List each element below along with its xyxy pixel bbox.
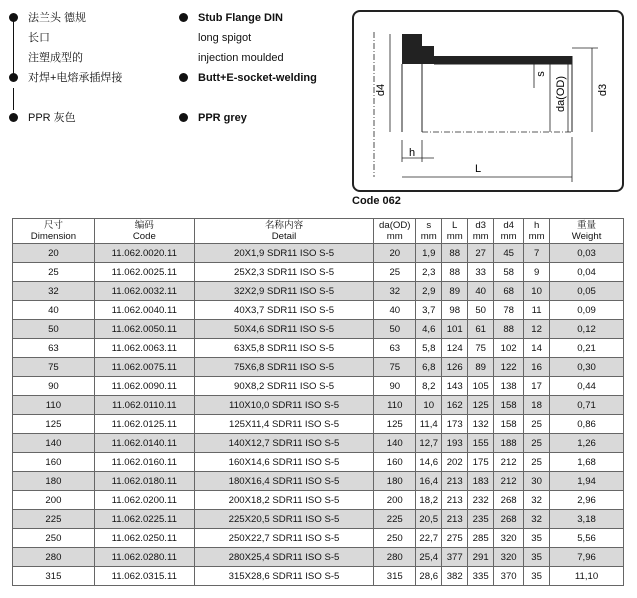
table-cell: 183 (468, 472, 494, 491)
table-cell: 180X16,4 SDR11 ISO S-5 (194, 472, 374, 491)
table-cell: 20 (13, 244, 95, 263)
column-header (442, 219, 468, 244)
table-row (13, 263, 624, 282)
table-cell: 88 (442, 263, 468, 282)
table-cell: 3,18 (550, 510, 624, 529)
dim-label-da: da(OD) (555, 75, 567, 113)
table-cell: 11.062.0025.11 (94, 263, 194, 282)
table-row (13, 472, 624, 491)
cn-label-row (14, 68, 184, 88)
en-label-text: Stub Flange DIN (198, 12, 283, 24)
table-cell: 20 (374, 244, 416, 263)
table-cell: 63 (13, 339, 95, 358)
table-cell: 173 (442, 415, 468, 434)
table-cell: 180 (374, 472, 416, 491)
column-header (524, 219, 550, 244)
table-cell: 11.062.0020.11 (94, 244, 194, 263)
table-cell: 25X2,3 SDR11 ISO S-5 (194, 263, 374, 282)
table-cell: 2,9 (416, 282, 442, 301)
table-cell: 10 (524, 282, 550, 301)
table-cell: 213 (442, 472, 468, 491)
en-label-text: PPR grey (198, 112, 247, 124)
cn-label-text: PPR 灰色 (28, 112, 76, 124)
bullet-dot-icon (9, 113, 18, 122)
table-row (13, 491, 624, 510)
table-cell: 140X12,7 SDR11 ISO S-5 (194, 434, 374, 453)
table-cell: 63 (374, 339, 416, 358)
table-cell: 40X3,7 SDR11 ISO S-5 (194, 301, 374, 320)
table-cell: 250 (13, 529, 95, 548)
column-header-top: 编码 (134, 220, 154, 231)
table-cell: 155 (468, 434, 494, 453)
table-cell: 315 (374, 567, 416, 586)
table-cell: 9 (524, 263, 550, 282)
table-cell: 1,68 (550, 453, 624, 472)
table-cell: 125 (13, 415, 95, 434)
table-row (13, 377, 624, 396)
table-cell: 213 (442, 491, 468, 510)
column-header-top: da(OD) (379, 220, 411, 231)
table-cell: 75 (374, 358, 416, 377)
table-cell: 280X25,4 SDR11 ISO S-5 (194, 548, 374, 567)
table-cell: 320 (494, 548, 524, 567)
column-header (416, 219, 442, 244)
table-cell: 11,4 (416, 415, 442, 434)
cn-label-row (14, 28, 184, 48)
table-cell: 1,26 (550, 434, 624, 453)
table-row (13, 301, 624, 320)
column-header-top: s (426, 220, 432, 231)
en-label-row (184, 88, 354, 108)
table-cell: 102 (494, 339, 524, 358)
table-cell: 180 (13, 472, 95, 491)
table-cell: 200X18,2 SDR11 ISO S-5 (194, 491, 374, 510)
table-cell: 250 (374, 529, 416, 548)
table-cell: 110X10,0 SDR11 ISO S-5 (194, 396, 374, 415)
table-cell: 30 (524, 472, 550, 491)
table-cell: 0,86 (550, 415, 624, 434)
table-cell: 232 (468, 491, 494, 510)
table-row (13, 244, 624, 263)
table-cell: 0,30 (550, 358, 624, 377)
dim-label-s: s (535, 71, 547, 77)
table-cell: 14,6 (416, 453, 442, 472)
table-cell: 35 (524, 567, 550, 586)
column-header-bottom: mm (446, 231, 463, 242)
table-cell: 225 (374, 510, 416, 529)
table-cell: 335 (468, 567, 494, 586)
table-cell: 40 (374, 301, 416, 320)
table-cell: 125 (468, 396, 494, 415)
table-cell: 320 (494, 529, 524, 548)
table-cell: 11.062.0250.11 (94, 529, 194, 548)
table-cell: 8,2 (416, 377, 442, 396)
table-cell: 0,21 (550, 339, 624, 358)
table-cell: 235 (468, 510, 494, 529)
table-cell: 0,04 (550, 263, 624, 282)
table-cell: 88 (442, 244, 468, 263)
table-cell: 3,7 (416, 301, 442, 320)
table-cell: 50 (13, 320, 95, 339)
table-cell: 7,96 (550, 548, 624, 567)
table-cell: 25 (13, 263, 95, 282)
table-cell: 11.062.0200.11 (94, 491, 194, 510)
table-cell: 188 (494, 434, 524, 453)
bullet-dot-icon (179, 73, 188, 82)
table-cell: 20X1,9 SDR11 ISO S-5 (194, 244, 374, 263)
column-header (494, 219, 524, 244)
en-label-text: injection moulded (198, 52, 284, 64)
en-label-row (184, 108, 354, 128)
table-cell: 11,10 (550, 567, 624, 586)
table-cell: 98 (442, 301, 468, 320)
table-cell: 0,44 (550, 377, 624, 396)
table-cell: 25 (524, 415, 550, 434)
column-header-bottom: mm (386, 231, 403, 242)
table-cell: 32 (524, 510, 550, 529)
cn-label-text: 长口 (28, 32, 50, 44)
table-row (13, 529, 624, 548)
table-row (13, 320, 624, 339)
column-header-bottom: Code (132, 231, 156, 242)
table-cell: 4,6 (416, 320, 442, 339)
table-cell: 11.062.0225.11 (94, 510, 194, 529)
table-cell: 213 (442, 510, 468, 529)
table-cell: 175 (468, 453, 494, 472)
table-cell: 10 (416, 396, 442, 415)
table-cell: 89 (468, 358, 494, 377)
table-cell: 105 (468, 377, 494, 396)
table-cell: 11.062.0032.11 (94, 282, 194, 301)
dim-label-h: h (408, 147, 416, 159)
table-cell: 124 (442, 339, 468, 358)
table-cell: 18 (524, 396, 550, 415)
table-cell: 17 (524, 377, 550, 396)
table-cell: 2,3 (416, 263, 442, 282)
table-cell: 5,56 (550, 529, 624, 548)
cn-label-row (14, 108, 184, 128)
column-header-bottom: mm (528, 231, 545, 242)
table-cell: 0,05 (550, 282, 624, 301)
en-label-row (184, 28, 354, 48)
column-header (194, 219, 374, 244)
table-cell: 11.062.0125.11 (94, 415, 194, 434)
table-cell: 110 (374, 396, 416, 415)
table-cell: 50X4,6 SDR11 ISO S-5 (194, 320, 374, 339)
dim-label-d3: d3 (597, 83, 609, 97)
table-cell: 370 (494, 567, 524, 586)
table-cell: 32 (374, 282, 416, 301)
table-cell: 75 (468, 339, 494, 358)
table-cell: 61 (468, 320, 494, 339)
table-cell: 40 (468, 282, 494, 301)
table-cell: 138 (494, 377, 524, 396)
table-cell: 11.062.0050.11 (94, 320, 194, 339)
table-cell: 11.062.0090.11 (94, 377, 194, 396)
table-cell: 88 (494, 320, 524, 339)
table-cell: 5,8 (416, 339, 442, 358)
cn-label-text: 注塑成型的 (28, 52, 83, 64)
column-header (94, 219, 194, 244)
table-cell: 14 (524, 339, 550, 358)
column-header-top: d3 (475, 220, 487, 231)
table-cell: 140 (13, 434, 95, 453)
table-cell: 28,6 (416, 567, 442, 586)
cn-label-text: 对焊+电熔承插焊接 (28, 72, 123, 84)
table-cell: 280 (374, 548, 416, 567)
table-cell: 25 (524, 453, 550, 472)
bullet-dot-icon (179, 113, 188, 122)
table-cell: 11 (524, 301, 550, 320)
table-cell: 377 (442, 548, 468, 567)
table-cell: 101 (442, 320, 468, 339)
table-cell: 202 (442, 453, 468, 472)
table-cell: 140 (374, 434, 416, 453)
column-header-top: L (452, 220, 458, 231)
table-cell: 11.062.0180.11 (94, 472, 194, 491)
table-row (13, 396, 624, 415)
column-header-bottom: mm (420, 231, 437, 242)
table-cell: 35 (524, 529, 550, 548)
table-cell: 126 (442, 358, 468, 377)
table-cell: 193 (442, 434, 468, 453)
table-cell: 18,2 (416, 491, 442, 510)
column-header (374, 219, 416, 244)
table-cell: 1,9 (416, 244, 442, 263)
table-row (13, 453, 624, 472)
table-row (13, 434, 624, 453)
table-row (13, 282, 624, 301)
table-cell: 125 (374, 415, 416, 434)
column-header-bottom: Detail (271, 231, 297, 242)
table-cell: 11.062.0160.11 (94, 453, 194, 472)
table-cell: 11.062.0075.11 (94, 358, 194, 377)
column-header (13, 219, 95, 244)
table-header-row (13, 219, 624, 244)
table-cell: 125X11,4 SDR11 ISO S-5 (194, 415, 374, 434)
table-cell: 110 (13, 396, 95, 415)
en-label-row (184, 48, 354, 68)
table-cell: 75 (13, 358, 95, 377)
table-cell: 63X5,8 SDR11 ISO S-5 (194, 339, 374, 358)
table-cell: 89 (442, 282, 468, 301)
cn-label-row (14, 8, 184, 28)
table-cell: 16,4 (416, 472, 442, 491)
table-cell: 382 (442, 567, 468, 586)
table-cell: 33 (468, 263, 494, 282)
bullet-dot-icon (179, 13, 188, 22)
table-cell: 58 (494, 263, 524, 282)
table-cell: 1,94 (550, 472, 624, 491)
table-cell: 275 (442, 529, 468, 548)
cn-label-row (14, 88, 184, 108)
column-header-top: 尺寸 (43, 220, 64, 231)
table-cell: 90 (374, 377, 416, 396)
en-label-text: Butt+E-socket-welding (198, 72, 317, 84)
en-label-text: long spigot (198, 32, 252, 44)
table-cell: 122 (494, 358, 524, 377)
table-cell: 75X6,8 SDR11 ISO S-5 (194, 358, 374, 377)
table-cell: 268 (494, 510, 524, 529)
product-code: Code 062 (352, 195, 401, 207)
technical-drawing (352, 10, 624, 192)
table-cell: 90X8,2 SDR11 ISO S-5 (194, 377, 374, 396)
chinese-labels (14, 8, 184, 128)
table-cell: 50 (468, 301, 494, 320)
table-cell: 90 (13, 377, 95, 396)
table-cell: 0,71 (550, 396, 624, 415)
column-header-bottom: mm (472, 231, 489, 242)
table-cell: 315 (13, 567, 95, 586)
table-cell: 212 (494, 472, 524, 491)
table-cell: 285 (468, 529, 494, 548)
column-header (468, 219, 494, 244)
table-row (13, 548, 624, 567)
table-cell: 143 (442, 377, 468, 396)
dim-label-L: L (474, 163, 482, 175)
table-cell: 25 (524, 434, 550, 453)
en-label-row (184, 68, 354, 88)
column-header-top: 重量 (576, 220, 597, 231)
table-cell: 35 (524, 548, 550, 567)
table-cell: 50 (374, 320, 416, 339)
table-cell: 11.062.0040.11 (94, 301, 194, 320)
column-header-bottom: Dimension (30, 231, 77, 242)
table-cell: 32 (524, 491, 550, 510)
table-cell: 11.062.0315.11 (94, 567, 194, 586)
table-cell: 40 (13, 301, 95, 320)
table-cell: 225X20,5 SDR11 ISO S-5 (194, 510, 374, 529)
table-cell: 132 (468, 415, 494, 434)
table-cell: 0,03 (550, 244, 624, 263)
table-cell: 27 (468, 244, 494, 263)
table-cell: 12 (524, 320, 550, 339)
specification-table (12, 218, 624, 586)
table-row (13, 339, 624, 358)
dim-label-d4: d4 (375, 83, 387, 97)
table-cell: 78 (494, 301, 524, 320)
table-cell: 32X2,9 SDR11 ISO S-5 (194, 282, 374, 301)
table-cell: 25,4 (416, 548, 442, 567)
table-cell: 162 (442, 396, 468, 415)
column-header (550, 219, 624, 244)
column-header-bottom: mm (500, 231, 517, 242)
table-cell: 200 (13, 491, 95, 510)
table-cell: 16 (524, 358, 550, 377)
table-cell: 7 (524, 244, 550, 263)
table-cell: 160 (13, 453, 95, 472)
table-cell: 20,5 (416, 510, 442, 529)
table-row (13, 567, 624, 586)
table-cell: 291 (468, 548, 494, 567)
table-cell: 11.062.0280.11 (94, 548, 194, 567)
table-cell: 225 (13, 510, 95, 529)
table-cell: 6,8 (416, 358, 442, 377)
cn-label-row (14, 48, 184, 68)
table-cell: 2,96 (550, 491, 624, 510)
table-cell: 11.062.0110.11 (94, 396, 194, 415)
column-header-top: h (533, 220, 540, 231)
table-cell: 158 (494, 415, 524, 434)
bullet-dot-icon (9, 73, 18, 82)
table-cell: 268 (494, 491, 524, 510)
english-labels (184, 8, 354, 128)
table-cell: 68 (494, 282, 524, 301)
table-cell: 158 (494, 396, 524, 415)
column-header-top: 名称内容 (264, 220, 304, 231)
table-cell: 25 (374, 263, 416, 282)
table-row (13, 358, 624, 377)
column-header-top: d4 (503, 220, 514, 231)
table-cell: 12,7 (416, 434, 442, 453)
table-cell: 315X28,6 SDR11 ISO S-5 (194, 567, 374, 586)
table-cell: 11.062.0140.11 (94, 434, 194, 453)
table-cell: 250X22,7 SDR11 ISO S-5 (194, 529, 374, 548)
table-cell: 22,7 (416, 529, 442, 548)
table-cell: 200 (374, 491, 416, 510)
table-cell: 212 (494, 453, 524, 472)
table-row (13, 510, 624, 529)
stub-flange-drawing (354, 12, 622, 190)
bullet-dot-icon (9, 13, 18, 22)
table-cell: 0,12 (550, 320, 624, 339)
table-cell: 45 (494, 244, 524, 263)
table-row (13, 415, 624, 434)
table-cell: 280 (13, 548, 95, 567)
column-header-bottom: Weight (571, 231, 602, 242)
table-cell: 0,09 (550, 301, 624, 320)
cn-label-text: 法兰头 德规 (28, 12, 87, 24)
table-cell: 160 (374, 453, 416, 472)
table-cell: 160X14,6 SDR11 ISO S-5 (194, 453, 374, 472)
en-label-row (184, 8, 354, 28)
table-cell: 32 (13, 282, 95, 301)
table-cell: 11.062.0063.11 (94, 339, 194, 358)
